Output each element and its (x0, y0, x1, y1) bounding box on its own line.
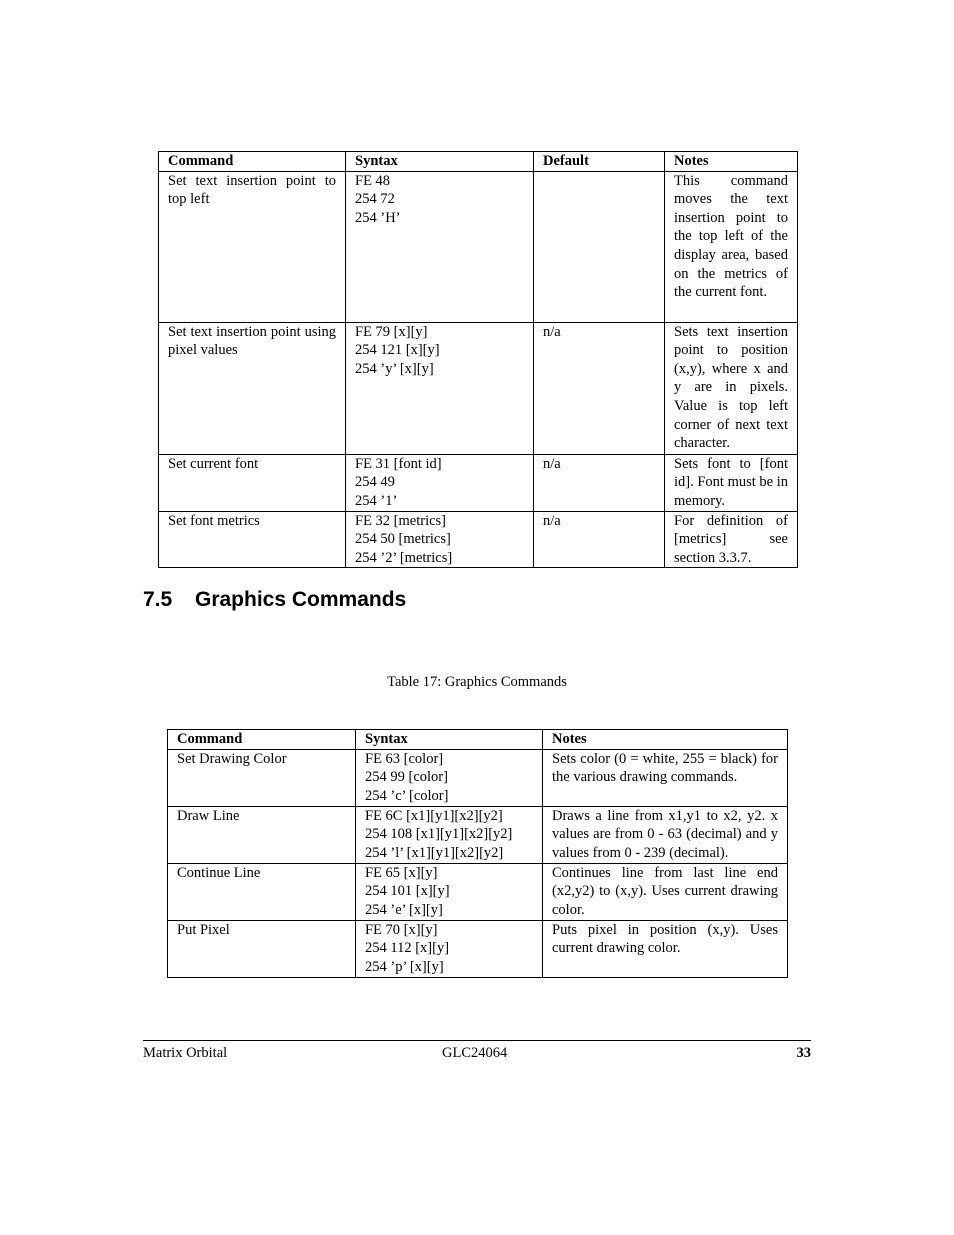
graphics-commands-table (167, 729, 788, 978)
syntax-cell (346, 322, 534, 454)
syntax-line: FE 65 [x][y] (365, 864, 438, 881)
default-cell: n/a (534, 322, 665, 454)
syntax-line: 254 49 (355, 474, 395, 491)
section-heading (143, 588, 406, 612)
notes-cell: Puts pixel in position (x,y). Uses current drawing color. (543, 920, 788, 977)
command-cell: Set current font (159, 454, 346, 511)
syntax-cell (356, 920, 543, 977)
page-number: 33 (796, 1045, 811, 1061)
syntax-line: FE 79 [x][y] (355, 323, 428, 340)
command-cell: Set Drawing Color (168, 749, 356, 806)
column-header-default: Default (534, 152, 665, 172)
syntax-line: 254 121 [x][y] (355, 342, 440, 359)
syntax-line: 254 99 [color] (365, 769, 448, 786)
syntax-line: FE 31 [font id] (355, 455, 442, 472)
syntax-line: 254 112 [x][y] (365, 940, 450, 957)
syntax-line: 254 72 (355, 191, 395, 208)
table-row (168, 806, 788, 863)
notes-cell: Sets color (0 = white, 255 = black) for the various drawing commands. (543, 749, 788, 806)
command-cell: Put Pixel (168, 920, 356, 977)
syntax-line: 254 101 [x][y] (365, 883, 450, 900)
notes-cell: Sets font to [font id]. Font must be in memory. (665, 454, 798, 511)
notes-cell: Continues line from last line end (x2,y2) to (x,y). Uses current drawing color. (543, 863, 788, 920)
table-row (159, 171, 798, 322)
command-cell: Set text insertion point to top left (159, 171, 346, 322)
syntax-line: 254 108 [x1][y1][x2][y2] (365, 826, 513, 843)
notes-cell: Draws a line from x1,y1 to x2, y2. x values are from 0 - 63 (decimal) and y values from 0 - 239 (decimal). (543, 806, 788, 863)
syntax-cell (356, 749, 543, 806)
notes-cell: Sets text insertion point to position (x,y), where x and y are in pixels. Value is top left corner of next text character. (665, 322, 798, 454)
syntax-line: 254 ’c’ [color] (365, 787, 449, 804)
syntax-line: 254 ’e’ [x][y] (365, 901, 443, 918)
syntax-line: FE 32 [metrics] (355, 512, 447, 529)
syntax-cell (356, 863, 543, 920)
footer-divider (143, 1040, 811, 1041)
syntax-line: FE 63 [color] (365, 750, 444, 767)
default-cell: n/a (534, 454, 665, 511)
syntax-cell (346, 454, 534, 511)
column-header-notes: Notes (665, 152, 798, 172)
footer-company: Matrix Orbital (143, 1045, 228, 1061)
syntax-line: FE 6C [x1][y1][x2][y2] (365, 807, 503, 824)
notes-cell: This command moves the text insertion point to the top left of the display area, based on the metrics of the current font. (665, 171, 798, 322)
syntax-line: 254 50 [metrics] (355, 531, 451, 548)
table-row (168, 920, 788, 977)
notes-cell: For definition of [metrics] see section 3.3.7. (665, 511, 798, 568)
column-header-command: Command (159, 152, 346, 172)
syntax-line: 254 ’2’ [metrics] (355, 549, 453, 566)
text-commands-table (158, 151, 798, 568)
syntax-line: FE 48 (355, 172, 391, 189)
default-cell: n/a (534, 511, 665, 568)
syntax-cell (346, 171, 534, 322)
syntax-line: 254 ’1’ (355, 492, 398, 509)
table-header-row (159, 152, 798, 172)
syntax-line: FE 70 [x][y] (365, 921, 438, 938)
syntax-line: 254 ’p’ [x][y] (365, 958, 444, 975)
table-header-row (168, 730, 788, 750)
syntax-line: 254 ’H’ (355, 209, 401, 226)
section-number: 7.5 (143, 588, 173, 611)
column-header-notes: Notes (543, 730, 788, 750)
command-cell: Continue Line (168, 863, 356, 920)
column-header-command: Command (168, 730, 356, 750)
table-row (159, 322, 798, 454)
table-caption: Table 17: Graphics Commands (387, 674, 567, 690)
table-row (168, 863, 788, 920)
section-title: Graphics Commands (195, 588, 407, 611)
table-row (168, 749, 788, 806)
table-row (159, 511, 798, 568)
footer-model: GLC24064 (442, 1045, 508, 1061)
default-cell (534, 171, 665, 322)
syntax-cell (356, 806, 543, 863)
syntax-line: 254 ’y’ [x][y] (355, 360, 434, 377)
command-cell: Set font metrics (159, 511, 346, 568)
column-header-syntax: Syntax (346, 152, 534, 172)
command-cell: Set text insertion point using pixel values (159, 322, 346, 454)
table-row (159, 454, 798, 511)
syntax-cell (346, 511, 534, 568)
syntax-line: 254 ’l’ [x1][y1][x2][y2] (365, 844, 504, 861)
command-cell: Draw Line (168, 806, 356, 863)
column-header-syntax: Syntax (356, 730, 543, 750)
